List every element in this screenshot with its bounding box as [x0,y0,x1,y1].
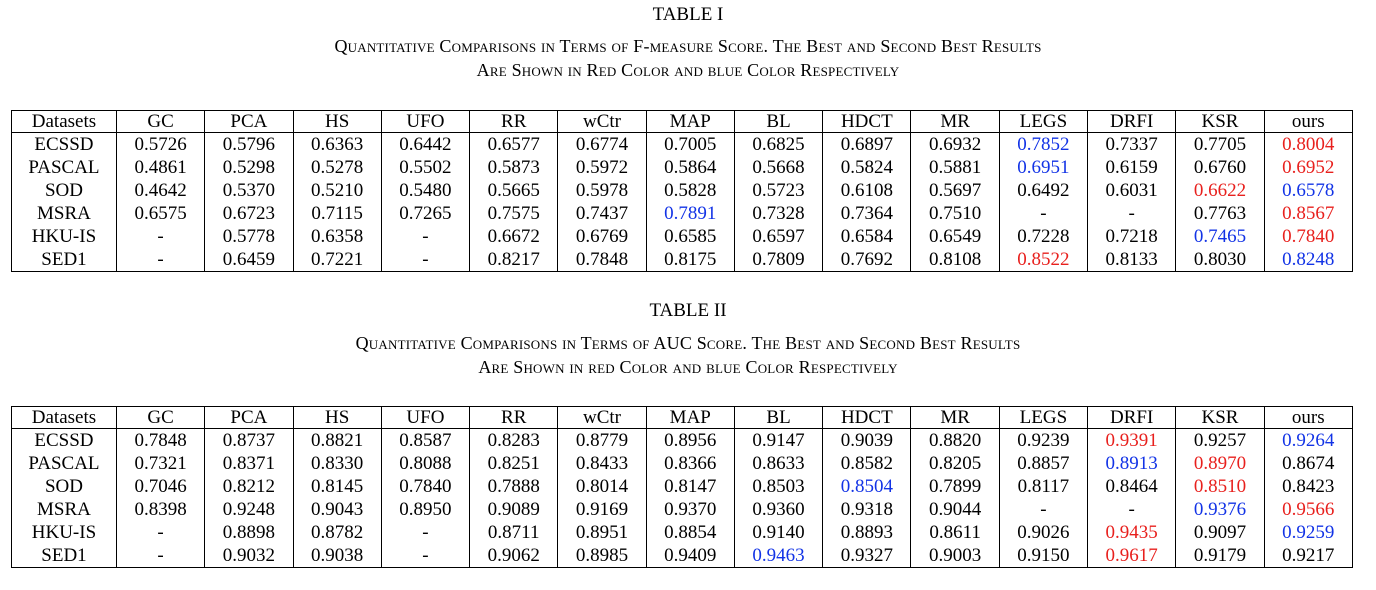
score-cell: 0.8004 [1264,133,1352,157]
score-cell: 0.9179 [1176,544,1264,568]
dataset-cell: ECSSD [12,133,117,157]
table-1-grid [11,110,1353,272]
score-cell: 0.5796 [205,133,293,157]
dataset-cell: HKU-IS [12,225,117,248]
score-cell: 0.9327 [823,544,911,568]
score-cell: 0.9217 [1264,544,1352,568]
column-header-ufo: UFO [381,111,469,133]
score-cell: 0.6897 [823,133,911,157]
score-cell: - [999,498,1087,521]
table-row [12,248,1353,272]
score-cell: 0.9147 [734,429,822,453]
score-cell: 0.8587 [381,429,469,453]
table-1-caption-line-2: Are Shown in Red Color and blue Color Respectively [476,60,900,80]
column-header-drfi: DRFI [1088,111,1176,133]
score-cell: 0.8956 [646,429,734,453]
score-cell: - [1088,202,1176,225]
score-cell: 0.9435 [1088,521,1176,544]
score-cell: 0.4861 [116,156,204,179]
table-row [12,202,1353,225]
score-cell: 0.9003 [911,544,999,568]
column-header-wctr: wCtr [558,407,646,429]
score-cell: 0.8782 [293,521,381,544]
score-cell: 0.6108 [823,179,911,202]
score-cell: 0.5978 [558,179,646,202]
score-cell: 0.5881 [911,156,999,179]
score-cell: 0.6760 [1176,156,1264,179]
score-cell: 0.8398 [116,498,204,521]
score-cell: 0.7115 [293,202,381,225]
column-header-gc: GC [116,111,204,133]
column-header-datasets: Datasets [12,407,117,429]
score-cell: - [381,521,469,544]
score-cell: - [381,225,469,248]
score-cell: 0.6951 [999,156,1087,179]
table-2-caption-line-2: Are Shown in red Color and blue Color Respectively [478,357,898,377]
column-header-hdct: HDCT [823,111,911,133]
column-header-ours: ours [1264,111,1352,133]
table-row [12,429,1353,453]
score-cell: 0.9376 [1176,498,1264,521]
column-header-legs: LEGS [999,111,1087,133]
score-cell: 0.8433 [558,452,646,475]
score-cell: 0.8030 [1176,248,1264,272]
score-cell: 0.7763 [1176,202,1264,225]
score-cell: 0.8820 [911,429,999,453]
dataset-cell: PASCAL [12,156,117,179]
column-header-bl: BL [734,111,822,133]
score-cell: 0.8504 [823,475,911,498]
score-cell: 0.9391 [1088,429,1176,453]
column-header-hs: HS [293,111,381,133]
score-cell: 0.7840 [381,475,469,498]
score-cell: 0.7848 [558,248,646,272]
score-cell: 0.8088 [381,452,469,475]
score-cell: 0.9150 [999,544,1087,568]
score-cell: 0.9043 [293,498,381,521]
dataset-cell: SOD [12,475,117,498]
score-cell: 0.7437 [558,202,646,225]
column-header-gc: GC [116,407,204,429]
score-cell: 0.9617 [1088,544,1176,568]
column-header-map: MAP [646,111,734,133]
score-cell: 0.7465 [1176,225,1264,248]
score-cell: 0.6932 [911,133,999,157]
score-cell: 0.5972 [558,156,646,179]
score-cell: 0.8251 [470,452,558,475]
column-header-mr: MR [911,407,999,429]
table-1-label: TABLE I [652,4,724,25]
score-cell: 0.8133 [1088,248,1176,272]
score-cell: 0.5824 [823,156,911,179]
column-header-rr: RR [470,407,558,429]
table-row [12,225,1353,248]
score-cell: 0.8522 [999,248,1087,272]
score-cell: 0.8857 [999,452,1087,475]
dataset-cell: SED1 [12,544,117,568]
score-cell: 0.8567 [1264,202,1352,225]
dataset-cell: SOD [12,179,117,202]
score-cell: 0.7265 [381,202,469,225]
score-cell: 0.7005 [646,133,734,157]
score-cell: 0.5210 [293,179,381,202]
score-cell: 0.9097 [1176,521,1264,544]
column-header-wctr: wCtr [558,111,646,133]
score-cell: 0.6578 [1264,179,1352,202]
score-cell: 0.5873 [470,156,558,179]
column-header-ksr: KSR [1176,111,1264,133]
score-cell: 0.6577 [470,133,558,157]
score-cell: 0.9038 [293,544,381,568]
score-cell: 0.4642 [116,179,204,202]
dataset-cell: SED1 [12,248,117,272]
score-cell: 0.9409 [646,544,734,568]
score-cell: 0.8582 [823,452,911,475]
score-cell: 0.8985 [558,544,646,568]
score-cell: 0.9239 [999,429,1087,453]
score-cell: 0.7337 [1088,133,1176,157]
score-cell: 0.8821 [293,429,381,453]
score-cell: 0.7705 [1176,133,1264,157]
score-cell: 0.7321 [116,452,204,475]
score-cell: 0.8503 [734,475,822,498]
score-cell: 0.7899 [911,475,999,498]
column-header-datasets: Datasets [12,111,117,133]
score-cell: 0.8464 [1088,475,1176,498]
score-cell: 0.9248 [205,498,293,521]
score-cell: 0.6723 [205,202,293,225]
score-cell: 0.8117 [999,475,1087,498]
score-cell: 0.8970 [1176,452,1264,475]
score-cell: 0.9062 [470,544,558,568]
score-cell: - [999,202,1087,225]
score-cell: 0.8898 [205,521,293,544]
score-cell: 0.8779 [558,429,646,453]
column-header-mr: MR [911,111,999,133]
table-row [12,133,1353,157]
score-cell: 0.6459 [205,248,293,272]
score-cell: 0.9318 [823,498,911,521]
column-header-hs: HS [293,407,381,429]
score-cell: 0.9089 [470,498,558,521]
table-row [12,521,1353,544]
score-cell: 0.8147 [646,475,734,498]
score-cell: 0.7510 [911,202,999,225]
score-cell: 0.6585 [646,225,734,248]
score-cell: 0.8633 [734,452,822,475]
score-cell: 0.8611 [911,521,999,544]
column-header-ufo: UFO [381,407,469,429]
column-header-map: MAP [646,407,734,429]
dataset-cell: HKU-IS [12,521,117,544]
score-cell: 0.6575 [116,202,204,225]
score-cell: 0.8371 [205,452,293,475]
score-cell: 0.8212 [205,475,293,498]
score-cell: 0.6358 [293,225,381,248]
score-cell: 0.9039 [823,429,911,453]
score-cell: 0.8330 [293,452,381,475]
column-header-legs: LEGS [999,407,1087,429]
score-cell: 0.7891 [646,202,734,225]
score-cell: 0.8950 [381,498,469,521]
score-cell: 0.5864 [646,156,734,179]
score-cell: 0.5665 [470,179,558,202]
score-cell: 0.7809 [734,248,822,272]
score-cell: 0.9026 [999,521,1087,544]
score-cell: 0.8423 [1264,475,1352,498]
score-cell: 0.8283 [470,429,558,453]
score-cell: 0.7218 [1088,225,1176,248]
score-cell: 0.7575 [470,202,558,225]
column-header-pca: PCA [205,111,293,133]
score-cell: - [116,248,204,272]
score-cell: 0.8854 [646,521,734,544]
score-cell: 0.7852 [999,133,1087,157]
score-cell: 0.5502 [381,156,469,179]
score-cell: 0.8145 [293,475,381,498]
score-cell: 0.6769 [558,225,646,248]
score-cell: 0.8893 [823,521,911,544]
score-cell: 0.7888 [470,475,558,498]
score-cell: - [116,521,204,544]
score-cell: 0.5298 [205,156,293,179]
score-cell: - [381,544,469,568]
score-cell: 0.7840 [1264,225,1352,248]
score-cell: 0.5370 [205,179,293,202]
table-row [12,498,1353,521]
table-header-row [12,111,1353,133]
score-cell: 0.9140 [734,521,822,544]
score-cell: 0.9257 [1176,429,1264,453]
table-row [12,179,1353,202]
score-cell: 0.5278 [293,156,381,179]
score-cell: 0.8248 [1264,248,1352,272]
dataset-cell: PASCAL [12,452,117,475]
score-cell: 0.9264 [1264,429,1352,453]
score-cell: 0.9463 [734,544,822,568]
score-cell: 0.8217 [470,248,558,272]
column-header-ksr: KSR [1176,407,1264,429]
table-1-caption-line-1: Quantitative Comparisons in Terms of F-measure Score. The Best and Second Best Results [334,36,1042,56]
score-cell: 0.9370 [646,498,734,521]
score-cell: 0.9566 [1264,498,1352,521]
score-cell: 0.5828 [646,179,734,202]
score-cell: 0.9169 [558,498,646,521]
column-header-pca: PCA [205,407,293,429]
column-header-rr: RR [470,111,558,133]
score-cell: 0.5726 [116,133,204,157]
score-cell: 0.9360 [734,498,822,521]
score-cell: 0.8951 [558,521,646,544]
score-cell: 0.8510 [1176,475,1264,498]
dataset-cell: MSRA [12,202,117,225]
column-header-drfi: DRFI [1088,407,1176,429]
score-cell: 0.8913 [1088,452,1176,475]
score-cell: 0.8674 [1264,452,1352,475]
score-cell: 0.6549 [911,225,999,248]
score-cell: 0.7364 [823,202,911,225]
score-cell: 0.6774 [558,133,646,157]
score-cell: 0.8108 [911,248,999,272]
score-cell: 0.8014 [558,475,646,498]
score-cell: 0.6584 [823,225,911,248]
score-cell: 0.7848 [116,429,204,453]
score-cell: 0.6159 [1088,156,1176,179]
score-cell: 0.9259 [1264,521,1352,544]
score-cell: 0.5697 [911,179,999,202]
table-2-label: TABLE II [649,300,727,321]
score-cell: 0.7046 [116,475,204,498]
score-cell: - [116,544,204,568]
column-header-hdct: HDCT [823,407,911,429]
table-2-grid [11,406,1353,568]
dataset-cell: ECSSD [12,429,117,453]
score-cell: 0.7221 [293,248,381,272]
score-cell: 0.6597 [734,225,822,248]
score-cell: 0.6952 [1264,156,1352,179]
score-cell: - [116,225,204,248]
dataset-cell: MSRA [12,498,117,521]
score-cell: 0.6622 [1176,179,1264,202]
table-row [12,452,1353,475]
score-cell: 0.6825 [734,133,822,157]
score-cell: 0.6031 [1088,179,1176,202]
column-header-ours: ours [1264,407,1352,429]
score-cell: 0.5723 [734,179,822,202]
table-row [12,156,1353,179]
score-cell: - [1088,498,1176,521]
score-cell: 0.7692 [823,248,911,272]
table-2-caption-line-1: Quantitative Comparisons in Terms of AUC Score. The Best and Second Best Results [355,333,1021,353]
score-cell: 0.6672 [470,225,558,248]
score-cell: - [381,248,469,272]
score-cell: 0.6492 [999,179,1087,202]
score-cell: 0.9032 [205,544,293,568]
table-row [12,544,1353,568]
column-header-bl: BL [734,407,822,429]
score-cell: 0.8205 [911,452,999,475]
score-cell: 0.8366 [646,452,734,475]
table-header-row [12,407,1353,429]
score-cell: 0.7228 [999,225,1087,248]
score-cell: 0.6442 [381,133,469,157]
score-cell: 0.5480 [381,179,469,202]
score-cell: 0.5778 [205,225,293,248]
score-cell: 0.5668 [734,156,822,179]
score-cell: 0.8175 [646,248,734,272]
score-cell: 0.8737 [205,429,293,453]
score-cell: 0.8711 [470,521,558,544]
score-cell: 0.7328 [734,202,822,225]
table-row [12,475,1353,498]
score-cell: 0.9044 [911,498,999,521]
score-cell: 0.6363 [293,133,381,157]
